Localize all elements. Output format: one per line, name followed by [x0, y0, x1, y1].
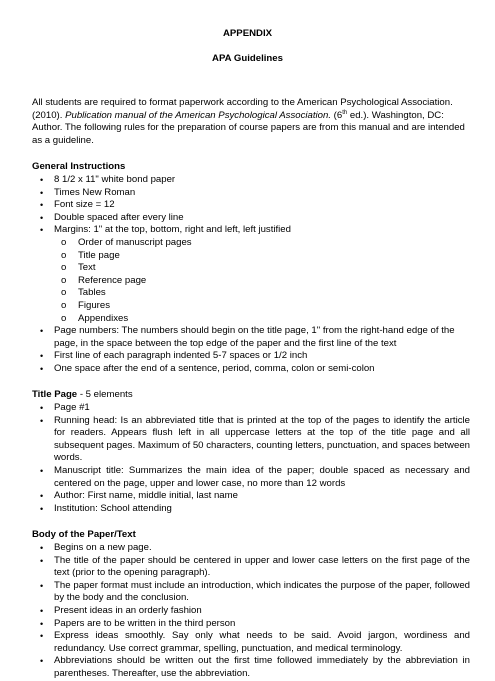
bullet-icon: • [40, 491, 44, 502]
sub-list-item: o Appendixes [61, 312, 129, 324]
list-item: • 8 1/2 x 11" white bond paper [40, 173, 176, 185]
sub-bullet-icon: o [61, 262, 67, 274]
bullet-icon: • [40, 225, 44, 236]
margins-sublist [54, 237, 470, 325]
bullet-icon: • [40, 503, 44, 514]
sub-bullet-icon: o [61, 312, 67, 324]
sub-list-item: o Title page [61, 249, 120, 261]
list-item: • Begins on a new page. [40, 542, 152, 553]
list-item: • One space after the end of a sentence, period, comma, colon or semi-colon [40, 362, 375, 374]
bullet-icon: • [40, 415, 44, 426]
document-body [32, 97, 470, 681]
bullet-icon: • [40, 555, 44, 566]
sub-list-item: o Figures [61, 299, 110, 311]
list-item: • Papers are to be written in the third person [40, 617, 236, 629]
list-item: • Double spaced after every line [40, 211, 184, 223]
list-item: • Times New Roman [40, 186, 136, 198]
sub-bullet-icon: o [61, 299, 67, 311]
sub-list-item: o Tables [61, 287, 106, 299]
list-item: • Abbreviations should be written out the first time followed immediately by the abbreviation in parentheses. Thereafter, use the abbreviation. [40, 655, 470, 679]
list-item: • Manuscript title: Summarizes the main idea of the paper; double spaced as necessary and centered on the page, upper and lower case, no more than 12 words [40, 465, 470, 489]
list-item: • Margins: 1" at the top, bottom, right and left, left justified o Order of manuscript pages o Title page o Text o Reference page o Tables o Figures o Appendixes [32, 224, 470, 325]
list-item: • First line of each paragraph indented 5-7 spaces or 1/2 inch [40, 350, 308, 362]
list-item: • The paper format must include an introduction, which indicates the purpose of the paper, followed by the body and the conclusion. [40, 579, 470, 604]
bullet-icon: • [40, 466, 44, 477]
bullet-icon: • [40, 656, 44, 667]
apa-guidelines-heading: APA Guidelines [212, 53, 283, 64]
sub-bullet-icon: o [61, 274, 67, 286]
bullet-icon: • [40, 187, 44, 198]
intro-paragraph: All students are required to format paperwork according to the American Psychological Association. (2010). Publication manual of the American Psychological Association. (6th ed.). Washington, DC: Author. The following rules for the preparation of course papers are from this manual and are intended as a guideline. [32, 97, 465, 146]
bullet-icon: • [40, 174, 44, 185]
bullet-icon: • [40, 212, 44, 223]
body-text-heading: Body of the Paper/Text [32, 529, 136, 541]
sub-list-item: o Text [61, 262, 96, 274]
list-item: • Running head: Is an abbreviated title that is printed at the top of the pages to identify the article for readers. Appears flush left in all uppercase letters at the top of the title page and all subsequent pages. Maximum of 50 characters, counting letters, punctuation, and spaces between words. [40, 414, 470, 464]
body-text-list [32, 542, 470, 681]
bullet-icon: • [40, 605, 44, 616]
bullet-icon: • [40, 618, 44, 629]
bullet-icon: • [40, 363, 44, 374]
sub-bullet-icon: o [61, 287, 67, 299]
list-item: • Page numbers: The numbers should begin on the title page, 1" from the right-hand edge of the page, in the space between the top edge of the paper and the first line of the text [40, 325, 455, 349]
sub-list-item: o Reference page [61, 274, 147, 286]
title-page-note: - 5 elements [77, 389, 133, 401]
title-page-heading: Title Page - 5 elements [32, 389, 133, 401]
sub-bullet-icon: o [61, 249, 67, 261]
appendix-heading: APPENDIX [222, 28, 273, 39]
bullet-icon: • [40, 326, 44, 337]
sub-bullet-icon: o [61, 236, 67, 248]
list-item: • Author: First name, middle initial, last name [40, 490, 238, 502]
list-item: • Font size = 12 [40, 199, 115, 211]
manual-title: Publication manual of the American Psychological Association. [65, 109, 331, 121]
title-page-list [32, 402, 470, 515]
bullet-icon: • [40, 580, 44, 591]
bullet-icon: • [40, 403, 44, 414]
list-item: • Express ideas smoothly. Say only what needs to be said. Avoid jargon, wordiness and redundancy. Use correct grammar, spelling, punctuation, and medical terminology. [40, 630, 470, 654]
sub-list-item: o Order of manuscript pages [61, 236, 192, 248]
bullet-icon: • [40, 543, 44, 553]
list-item: • Institution: School attending [40, 502, 172, 514]
general-instructions-heading: General Instructions [32, 161, 126, 173]
bullet-icon: • [40, 351, 44, 362]
list-item: • Page #1 [40, 402, 90, 414]
list-item: • Present ideas in an orderly fashion [40, 604, 202, 616]
bullet-icon: • [40, 631, 44, 642]
list-item: • The title of the paper should be centered in upper and lower case letters on the first page of the text (prior to the opening paragraph). [40, 554, 470, 579]
general-instructions-list [32, 174, 470, 376]
bullet-icon: • [40, 200, 44, 211]
